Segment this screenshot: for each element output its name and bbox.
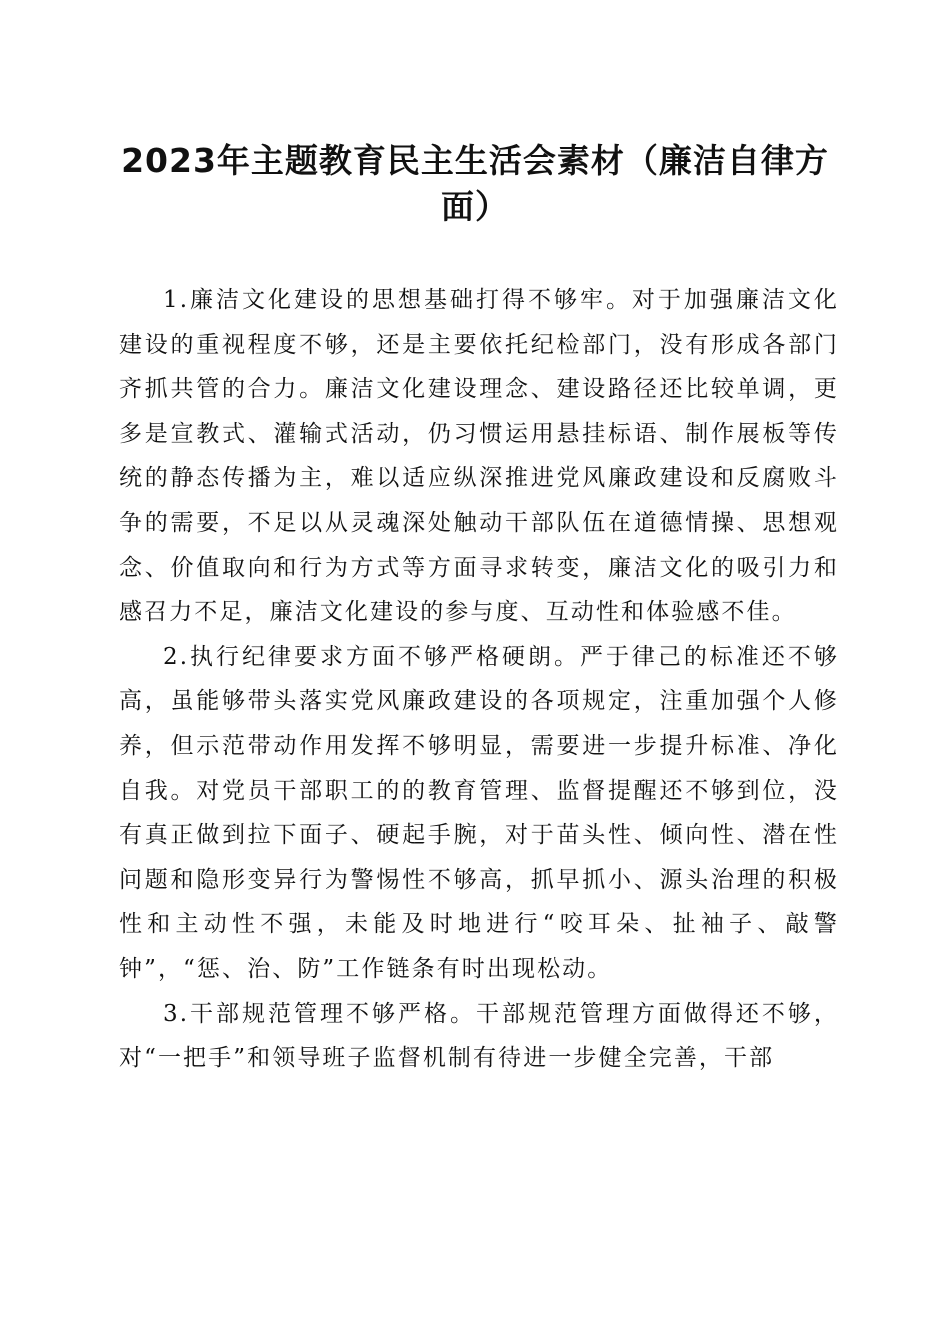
document-title: 2023年主题教育民主生活会素材（廉洁自律方面） (121, 141, 829, 226)
paragraph-3: 3.干部规范管理不够严格。干部规范管理方面做得还不够，对“一把手”和领导班子监督机制有待进一步健全完善，干部 (119, 1000, 839, 1072)
document-body (119, 278, 839, 1081)
paragraph-2: 2.执行纪律要求方面不够严格硬朗。严于律己的标准还不够高，虽能够带头落实党风廉政建设的各项规定，注重加强个人修养，但示范带动作用发挥不够明显，需要进一步提升标准、净化自我。对党员干部职工的的教育管理、监督提醒还不够到位，没有真正做到拉下面子、硬起手腕，对于苗头性、倾向性、潜在性问题和隐形变异行为警惕性不够高，抓早抓小、源头治理的积极性和主动性不强，未能及时地进行“咬耳朵、扯袖子、敲警钟”，“惩、治、防”工作链条有时出现松动。 (119, 643, 839, 982)
paragraph-1: 1.廉洁文化建设的思想基础打得不够牢。对于加强廉洁文化建设的重视程度不够，还是主要依托纪检部门，没有形成各部门齐抓共管的合力。廉洁文化建设理念、建设路径还比较单调，更多是宣教式、灌输式活动，仍习惯运用悬挂标语、制作展板等传统的静态传播为主，难以适应纵深推进党风廉政建设和反腐败斗争的需要，不足以从灵魂深处触动干部队伍在道德情操、思想观念、价值取向和行为方式等方面寻求转变，廉洁文化的吸引力和感召力不足，廉洁文化建设的参与度、互动性和体验感不佳。 (119, 287, 839, 626)
